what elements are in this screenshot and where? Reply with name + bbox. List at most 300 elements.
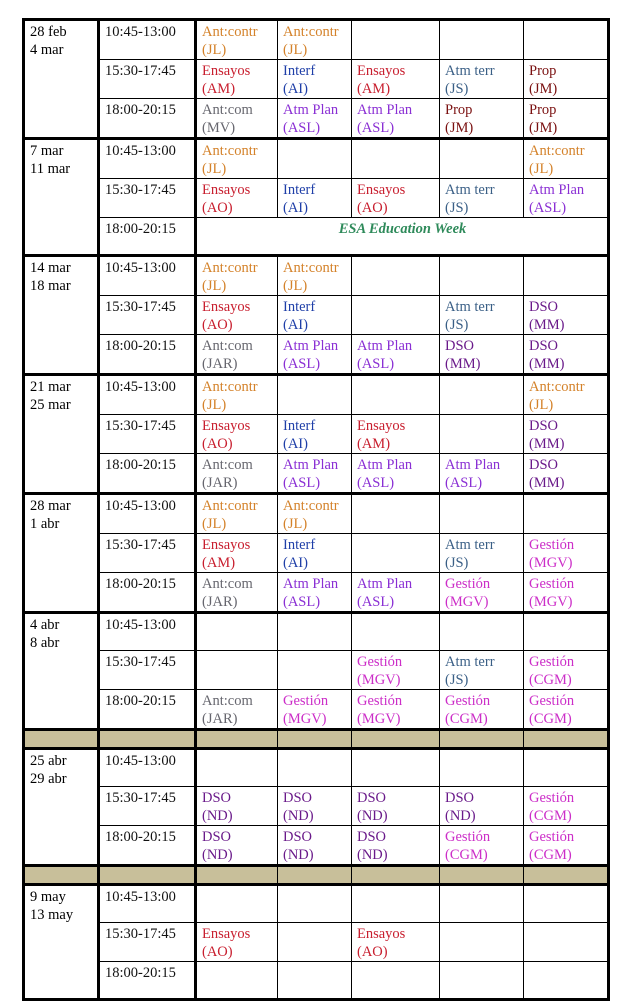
class-cell — [440, 787, 524, 826]
subject-label: Atm terr — [445, 182, 495, 198]
schedule-row — [24, 139, 609, 179]
time-slot-cell: 18:00-20:15 — [99, 99, 196, 139]
class-cell — [196, 179, 278, 218]
time-slot-cell: 10:45-13:00 — [99, 139, 196, 179]
time-slot-cell: 10:45-13:00 — [99, 375, 196, 415]
instructor-label: (ND) — [283, 808, 314, 824]
time-slot-cell: 15:30-17:45 — [99, 60, 196, 99]
subject-label: Gestión — [445, 829, 491, 845]
subject-label: Ensayos — [202, 537, 251, 553]
empty-cell — [278, 885, 352, 923]
subject-label: Interf — [283, 299, 316, 315]
subject-label: DSO — [283, 829, 313, 845]
subject-label: Ensayos — [357, 182, 406, 198]
schedule-row — [24, 690, 609, 730]
instructor-label: (JAR) — [202, 475, 238, 491]
empty-cell — [440, 749, 524, 787]
class-cell — [196, 139, 278, 179]
time-slot-cell: 18:00-20:15 — [99, 826, 196, 866]
week-date: 21 mar — [30, 379, 71, 395]
instructor-label: (MM) — [529, 436, 565, 452]
subject-label: Ant:contr — [202, 379, 258, 395]
class-cell — [278, 256, 352, 296]
subject-label: Atm Plan — [283, 338, 339, 354]
time-slot-cell: 10:45-13:00 — [99, 20, 196, 60]
subject-label: Ensayos — [357, 63, 406, 79]
class-cell — [524, 99, 609, 139]
time-slot-cell: 18:00-20:15 — [99, 218, 196, 256]
separator-cell — [440, 866, 524, 885]
class-cell — [440, 60, 524, 99]
separator-cell — [196, 866, 278, 885]
week-dates-cell — [24, 494, 99, 613]
subject-label: Gestión — [529, 654, 575, 670]
empty-cell — [196, 962, 278, 1000]
class-cell — [196, 335, 278, 375]
empty-cell — [524, 494, 609, 534]
instructor-label: (AI) — [283, 555, 308, 571]
class-cell — [440, 534, 524, 573]
instructor-label: (ND) — [202, 847, 233, 863]
class-cell — [352, 787, 440, 826]
class-cell — [352, 454, 440, 494]
week-date: 11 mar — [30, 161, 71, 177]
subject-label: Ant:contr — [202, 143, 258, 159]
separator-cell — [24, 730, 99, 749]
instructor-label: (CGM) — [529, 808, 572, 824]
schedule-row — [24, 415, 609, 454]
subject-label: Ant:com — [202, 338, 253, 354]
instructor-label: (ASL) — [529, 200, 567, 216]
instructor-label: (ASL) — [283, 356, 321, 372]
separator-cell — [24, 866, 99, 885]
subject-label: Gestión — [529, 693, 575, 709]
instructor-label: (MM) — [529, 317, 565, 333]
subject-label: Interf — [283, 182, 316, 198]
class-cell — [352, 826, 440, 866]
instructor-label: (MV) — [202, 120, 236, 136]
schedule-row — [24, 534, 609, 573]
class-cell — [196, 375, 278, 415]
separator-cell — [524, 730, 609, 749]
week-date: 29 abr — [30, 771, 67, 787]
subject-label: Gestión — [283, 693, 329, 709]
week-date: 8 abr — [30, 635, 60, 651]
class-cell — [524, 375, 609, 415]
subject-label: DSO — [529, 418, 559, 434]
instructor-label: (JL) — [202, 278, 227, 294]
separator-cell — [440, 730, 524, 749]
instructor-label: (JL) — [529, 161, 554, 177]
separator-row — [24, 866, 609, 885]
subject-label: Ensayos — [202, 926, 251, 942]
empty-cell — [352, 494, 440, 534]
empty-cell — [352, 256, 440, 296]
week-date: 25 abr — [30, 753, 67, 769]
empty-cell — [278, 962, 352, 1000]
time-slot-cell: 18:00-20:15 — [99, 573, 196, 613]
instructor-label: (ND) — [283, 847, 314, 863]
class-cell — [278, 690, 352, 730]
subject-label: Ant:com — [202, 576, 253, 592]
time-slot-cell: 10:45-13:00 — [99, 885, 196, 923]
instructor-label: (AM) — [357, 81, 391, 97]
time-slot-cell: 15:30-17:45 — [99, 651, 196, 690]
instructor-label: (AI) — [283, 81, 308, 97]
subject-label: Atm Plan — [357, 576, 413, 592]
instructor-label: (JL) — [529, 397, 554, 413]
class-cell — [278, 573, 352, 613]
separator-cell — [278, 730, 352, 749]
class-cell — [524, 690, 609, 730]
schedule-row — [24, 494, 609, 534]
class-cell — [196, 296, 278, 335]
week-date: 9 may — [30, 889, 66, 905]
time-slot-cell: 10:45-13:00 — [99, 613, 196, 651]
class-cell — [524, 534, 609, 573]
separator-cell — [196, 730, 278, 749]
empty-cell — [524, 885, 609, 923]
empty-cell — [440, 962, 524, 1000]
week-date: 18 mar — [30, 278, 71, 294]
schedule-row — [24, 454, 609, 494]
week-date: 4 abr — [30, 617, 60, 633]
instructor-label: (MM) — [529, 475, 565, 491]
subject-label: Prop — [529, 63, 557, 79]
class-cell — [196, 690, 278, 730]
instructor-label: (MGV) — [529, 594, 573, 610]
subject-label: Gestión — [357, 693, 403, 709]
subject-label: Atm Plan — [357, 102, 413, 118]
subject-label: DSO — [283, 790, 313, 806]
class-cell — [440, 99, 524, 139]
class-cell — [278, 494, 352, 534]
subject-label: Ensayos — [202, 418, 251, 434]
empty-cell — [196, 749, 278, 787]
empty-cell — [352, 139, 440, 179]
class-cell — [196, 99, 278, 139]
time-slot-cell: 15:30-17:45 — [99, 787, 196, 826]
subject-label: DSO — [202, 790, 232, 806]
week-dates-cell — [24, 139, 99, 256]
instructor-label: (MGV) — [357, 672, 401, 688]
instructor-label: (MM) — [445, 356, 481, 372]
class-cell — [524, 296, 609, 335]
instructor-label: (CGM) — [529, 711, 572, 727]
schedule-row — [24, 651, 609, 690]
instructor-label: (JL) — [283, 516, 308, 532]
class-cell — [440, 826, 524, 866]
class-cell — [440, 454, 524, 494]
empty-cell — [196, 651, 278, 690]
class-cell — [524, 573, 609, 613]
instructor-label: (AM) — [202, 81, 236, 97]
instructor-label: (ASL) — [357, 594, 395, 610]
class-cell — [278, 826, 352, 866]
instructor-label: (CGM) — [529, 847, 572, 863]
class-cell — [352, 651, 440, 690]
schedule-row — [24, 962, 609, 1000]
schedule-row — [24, 787, 609, 826]
week-dates-cell — [24, 20, 99, 139]
instructor-label: (JS) — [445, 672, 469, 688]
week-date: 13 may — [30, 907, 74, 923]
schedule-row — [24, 613, 609, 651]
empty-cell — [278, 651, 352, 690]
subject-label: DSO — [445, 790, 475, 806]
instructor-label: (ASL) — [445, 475, 483, 491]
subject-label: Ant:contr — [283, 24, 339, 40]
time-slot-cell: 18:00-20:15 — [99, 454, 196, 494]
empty-cell — [440, 20, 524, 60]
class-cell — [352, 415, 440, 454]
class-cell — [524, 787, 609, 826]
instructor-label: (JS) — [445, 200, 469, 216]
schedule-row — [24, 20, 609, 60]
schedule-row — [24, 218, 609, 256]
class-cell — [524, 651, 609, 690]
week-dates-cell — [24, 749, 99, 866]
instructor-label: (JAR) — [202, 594, 238, 610]
empty-cell — [440, 256, 524, 296]
empty-cell — [440, 494, 524, 534]
instructor-label: (ASL) — [283, 475, 321, 491]
subject-label: Prop — [445, 102, 473, 118]
subject-label: DSO — [202, 829, 232, 845]
class-cell — [278, 454, 352, 494]
class-cell — [196, 534, 278, 573]
empty-cell — [440, 415, 524, 454]
class-cell — [524, 335, 609, 375]
class-cell — [278, 60, 352, 99]
class-cell — [196, 826, 278, 866]
subject-label: Gestión — [529, 790, 575, 806]
separator-cell — [352, 866, 440, 885]
instructor-label: (AO) — [202, 944, 233, 960]
class-cell — [278, 415, 352, 454]
subject-label: Atm terr — [445, 63, 495, 79]
empty-cell — [278, 749, 352, 787]
class-cell — [196, 494, 278, 534]
class-cell — [440, 573, 524, 613]
subject-label: Atm terr — [445, 537, 495, 553]
class-cell — [196, 415, 278, 454]
instructor-label: (MGV) — [357, 711, 401, 727]
schedule-row — [24, 99, 609, 139]
week-date: 14 mar — [30, 260, 71, 276]
instructor-label: (AI) — [283, 436, 308, 452]
subject-label: Gestión — [529, 537, 575, 553]
class-cell — [440, 296, 524, 335]
instructor-label: (ASL) — [283, 120, 321, 136]
instructor-label: (ASL) — [357, 120, 395, 136]
instructor-label: (JL) — [202, 397, 227, 413]
subject-label: Gestión — [445, 693, 491, 709]
schedule-row — [24, 573, 609, 613]
subject-label: Atm Plan — [283, 102, 339, 118]
empty-cell — [352, 534, 440, 573]
empty-cell — [524, 749, 609, 787]
instructor-label: (CGM) — [445, 847, 488, 863]
week-dates-cell — [24, 256, 99, 375]
class-cell — [278, 296, 352, 335]
empty-cell — [278, 613, 352, 651]
time-slot-cell: 15:30-17:45 — [99, 296, 196, 335]
subject-label: Atm Plan — [283, 457, 339, 473]
instructor-label: (JM) — [445, 120, 474, 136]
instructor-label: (JL) — [202, 42, 227, 58]
instructor-label: (AI) — [283, 200, 308, 216]
subject-label: Ensayos — [357, 418, 406, 434]
class-cell — [278, 534, 352, 573]
class-cell — [352, 335, 440, 375]
schedule-row — [24, 256, 609, 296]
empty-cell — [440, 613, 524, 651]
subject-label: Ensayos — [202, 182, 251, 198]
instructor-label: (ND) — [357, 847, 388, 863]
instructor-label: (JS) — [445, 317, 469, 333]
class-cell — [440, 690, 524, 730]
class-cell — [278, 335, 352, 375]
class-cell — [524, 139, 609, 179]
week-date: 1 abr — [30, 516, 60, 532]
class-cell — [352, 99, 440, 139]
instructor-label: (ASL) — [357, 356, 395, 372]
subject-label: Gestión — [529, 576, 575, 592]
time-slot-cell: 18:00-20:15 — [99, 335, 196, 375]
banner-cell: ESA Education Week — [196, 218, 609, 256]
instructor-label: (JL) — [202, 516, 227, 532]
class-cell — [196, 787, 278, 826]
week-date: 28 feb — [30, 24, 67, 40]
instructor-label: (ND) — [357, 808, 388, 824]
instructor-label: (ASL) — [283, 594, 321, 610]
class-cell — [524, 826, 609, 866]
instructor-label: (CGM) — [529, 672, 572, 688]
separator-cell — [99, 866, 196, 885]
instructor-label: (MGV) — [283, 711, 327, 727]
empty-cell — [196, 613, 278, 651]
subject-label: Atm Plan — [283, 576, 339, 592]
subject-label: Atm Plan — [529, 182, 585, 198]
subject-label: DSO — [529, 338, 559, 354]
week-date: 28 mar — [30, 498, 71, 514]
empty-cell — [524, 20, 609, 60]
instructor-label: (AO) — [357, 944, 388, 960]
instructor-label: (JS) — [445, 555, 469, 571]
empty-cell — [278, 375, 352, 415]
instructor-label: (JAR) — [202, 356, 238, 372]
class-cell — [440, 651, 524, 690]
instructor-label: (JL) — [283, 42, 308, 58]
class-cell — [352, 60, 440, 99]
empty-cell — [524, 256, 609, 296]
instructor-label: (MGV) — [529, 555, 573, 571]
schedule-row — [24, 749, 609, 787]
empty-cell — [524, 962, 609, 1000]
week-dates-cell — [24, 885, 99, 1000]
instructor-label: (JM) — [529, 81, 558, 97]
instructor-label: (AI) — [283, 317, 308, 333]
schedule-row — [24, 826, 609, 866]
empty-cell — [352, 375, 440, 415]
time-slot-cell: 18:00-20:15 — [99, 962, 196, 1000]
empty-cell — [352, 962, 440, 1000]
subject-label: Ant:contr — [529, 379, 585, 395]
class-cell — [196, 20, 278, 60]
subject-label: DSO — [357, 790, 387, 806]
empty-cell — [278, 139, 352, 179]
instructor-label: (JM) — [529, 120, 558, 136]
schedule-row — [24, 60, 609, 99]
time-slot-cell: 15:30-17:45 — [99, 415, 196, 454]
subject-label: Ensayos — [202, 299, 251, 315]
class-cell — [524, 454, 609, 494]
instructor-label: (JL) — [202, 161, 227, 177]
class-cell — [196, 256, 278, 296]
week-dates-cell — [24, 375, 99, 494]
subject-label: Ant:com — [202, 457, 253, 473]
empty-cell — [524, 613, 609, 651]
time-slot-cell: 15:30-17:45 — [99, 179, 196, 218]
empty-cell — [352, 885, 440, 923]
separator-cell — [278, 866, 352, 885]
separator-row — [24, 730, 609, 749]
week-date: 4 mar — [30, 42, 64, 58]
subject-label: Interf — [283, 63, 316, 79]
instructor-label: (AO) — [202, 317, 233, 333]
schedule-row — [24, 179, 609, 218]
class-cell — [278, 99, 352, 139]
time-slot-cell: 15:30-17:45 — [99, 534, 196, 573]
subject-label: DSO — [529, 457, 559, 473]
instructor-label: (ASL) — [357, 475, 395, 491]
subject-label: Interf — [283, 418, 316, 434]
subject-label: Atm Plan — [357, 338, 413, 354]
subject-label: Ant:contr — [529, 143, 585, 159]
empty-cell — [440, 375, 524, 415]
empty-cell — [352, 613, 440, 651]
class-cell — [196, 573, 278, 613]
instructor-label: (JL) — [283, 278, 308, 294]
class-cell — [278, 179, 352, 218]
instructor-label: (ND) — [445, 808, 476, 824]
class-cell — [352, 573, 440, 613]
week-date: 25 mar — [30, 397, 71, 413]
subject-label: DSO — [529, 299, 559, 315]
subject-label: Ant:contr — [283, 260, 339, 276]
subject-label: Ant:contr — [283, 498, 339, 514]
subject-label: Ant:contr — [202, 498, 258, 514]
class-cell — [440, 335, 524, 375]
instructor-label: (MM) — [529, 356, 565, 372]
class-cell — [352, 179, 440, 218]
subject-label: Interf — [283, 537, 316, 553]
instructor-label: (ND) — [202, 808, 233, 824]
subject-label: Gestión — [529, 829, 575, 845]
subject-label: Ant:com — [202, 693, 253, 709]
separator-cell — [352, 730, 440, 749]
subject-label: Atm terr — [445, 299, 495, 315]
instructor-label: (AM) — [202, 555, 236, 571]
instructor-label: (AO) — [202, 436, 233, 452]
instructor-label: (JS) — [445, 81, 469, 97]
class-cell — [352, 690, 440, 730]
schedule-row — [24, 885, 609, 923]
subject-label: Prop — [529, 102, 557, 118]
class-cell — [524, 60, 609, 99]
subject-label: Atm terr — [445, 654, 495, 670]
